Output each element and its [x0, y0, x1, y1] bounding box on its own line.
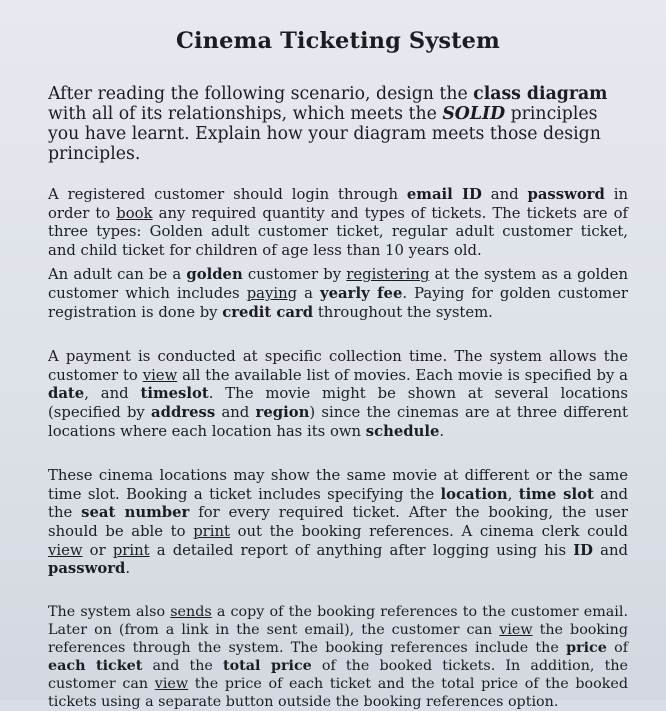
underlined-term: book [116, 204, 153, 222]
paragraph-text: The system also [48, 603, 171, 620]
bold-term: ID [573, 541, 594, 559]
paragraph-payment [48, 348, 628, 441]
underlined-term: view [48, 541, 83, 559]
bold-term: seat number [81, 504, 190, 522]
paragraph-text: for every required ticket. After the booking, the user should be able to [48, 504, 629, 540]
bold-term: total price [223, 657, 312, 674]
underlined-term: view [499, 621, 533, 638]
paragraph-text: at the system as a golden customer which includes [48, 266, 628, 302]
bold-term: golden [186, 266, 243, 284]
bold-term: credit card [222, 303, 314, 321]
paragraph-text: the price of each ticket and the total price of the booked tickets using a separate button outside the booking references option. [48, 675, 628, 710]
paragraph-text: and the [48, 485, 628, 522]
bold-term: password [48, 560, 126, 578]
bold-term: each ticket [48, 657, 143, 674]
paragraph-text: A registered customer should login through [48, 186, 407, 203]
bold-term: password [527, 186, 605, 203]
paragraph-text: customer by [242, 266, 347, 284]
paragraph-text: a [297, 284, 321, 302]
underlined-term: registering [346, 266, 430, 284]
paragraph-login [48, 186, 628, 260]
underlined-term: view [142, 366, 178, 384]
paragraph-text: a detailed report of anything after logging using his [149, 541, 574, 559]
underlined-term: paying [246, 284, 298, 302]
bold-term: location [440, 485, 508, 503]
paragraph-text: . [125, 560, 131, 578]
bold-term: email ID [406, 186, 482, 203]
underlined-term: print [193, 522, 230, 540]
paragraph-text: . Paying for golden customer registration is done by [48, 284, 628, 321]
paragraph-text: ) since the cinemas are at three different locations where each location has its own [48, 403, 628, 440]
paragraph-text: and [593, 541, 629, 559]
intro-bold: class diagram [473, 84, 608, 104]
paragraph-text: of the booked tickets. In addition, the customer can [48, 657, 628, 692]
paragraph-text: . The movie might be shown at several locations (specified by [48, 385, 629, 421]
bold-term: timeslot [140, 385, 209, 403]
bold-term: time slot [518, 485, 594, 503]
paragraph-text: out the booking references. A cinema clerk could [229, 522, 629, 540]
paragraph-text: or [82, 541, 113, 559]
intro-text: principles you have learnt. Explain how your diagram meets those design principles. [48, 104, 601, 164]
intro-text: with all of its relationships, which meets the [48, 104, 443, 124]
underlined-term: print [112, 541, 150, 559]
paragraph-text: and [215, 403, 256, 421]
paragraph-text: , [507, 485, 519, 503]
bold-term: region [255, 403, 310, 421]
paragraph-text: and [481, 186, 528, 203]
paragraph-text: A payment is conducted at specific collection time. The system allows the customer to [48, 348, 628, 384]
bold-term: yearly fee [320, 284, 403, 302]
paragraph-text: in order to [48, 186, 628, 222]
paragraph-golden [48, 266, 628, 322]
paragraph-text: any required quantity and types of tickets. The tickets are of three types: Golden adult customer ticket, regular adult customer ticket, and child ticket for children of age less than 10 years old. [48, 204, 629, 259]
underlined-term: view [154, 675, 189, 692]
intro-text: After reading the following scenario, design the [48, 84, 474, 104]
paragraph-text: a copy of the booking references to the customer email. Later on (from a link in the sent email), the customer can [48, 603, 628, 638]
bold-term: price [566, 639, 607, 656]
paragraph-text: throughout the system. [313, 303, 493, 321]
bold-term: address [151, 403, 216, 421]
paragraph-text: of [606, 639, 628, 656]
paragraph-text: the booking references through the system. The booking references include the [48, 621, 628, 656]
paragraph-text: all the available list of movies. Each movie is specified by a [177, 366, 628, 384]
intro-solid: SOLID [442, 104, 506, 124]
bold-term: schedule [365, 422, 440, 440]
paragraph-text: and the [142, 657, 224, 674]
page-title: Cinema Ticketing System [176, 28, 500, 54]
paragraph-text: These cinema locations may show the same movie at different or the same time slot. Booking a ticket includes specifying the [48, 467, 628, 503]
underlined-term: sends [170, 603, 212, 620]
bold-term: date [48, 385, 85, 403]
paragraph-references [48, 603, 628, 711]
intro-paragraph [48, 84, 628, 164]
paragraph-text: , and [84, 385, 141, 403]
paragraph-text: . [439, 422, 445, 440]
paragraph-text: An adult can be a [48, 266, 187, 284]
paragraph-booking [48, 467, 628, 579]
